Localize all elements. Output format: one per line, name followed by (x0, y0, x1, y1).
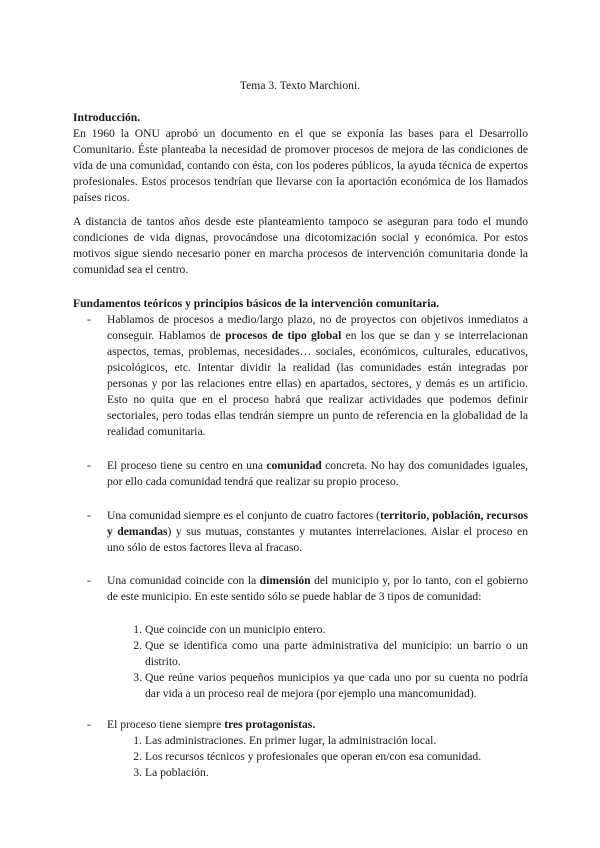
bullet-bold-term: territorio, población, recursos y demandas (107, 509, 528, 538)
intro-paragraph-2: A distancia de tantos años desde este planteamiento tampoco se aseguran para todo el mundo condiciones de vida dignas, provocándose una dicotomización social y económica. Por estos motivos sigue siendo necesario poner en marcha procesos de intervención comunitaria donde la comunidad sea el centro. (73, 215, 528, 276)
bullet-text: Una comunidad coincide con la (107, 574, 260, 587)
list-number: 3. (133, 671, 142, 684)
bullet-item-four-factors (107, 508, 528, 556)
bullet-bold-term: tres protagonistas. (224, 718, 316, 731)
bullet-marker: - (87, 574, 91, 587)
bullet-text: concreta. No hay dos comunidades iguales, por ello cada comunidad tendrá que realizar su propio proceso. (107, 459, 528, 488)
list-item: Que reúne varios pequeños municipios ya que cada uno por su cuenta no podría dar vida a un proceso real de mejora (por ejemplo una mancomunidad). (145, 671, 528, 700)
page-title: Tema 3. Texto Marchioni. (239, 79, 361, 92)
list-item: Que se identifica como una parte administrativa del municipio: un barrio o un distrito. (145, 639, 528, 668)
bullet-marker: - (87, 718, 91, 731)
bullet-text: ) y sus mutuas, constantes y mutantes interrelaciones. Aislar el proceso en uno sólo de estos factores lleva al fracaso. (107, 525, 528, 554)
bullet-text: en los que se dan y se interrelacionan aspectos, temas, problemas, necesidades… sociales, económicos, culturales, educativos, psicológicos, etc. Intentar dividir la realidad (las comunidades están integradas por personas y por las relaciones entre ellas) en apartados, sectores, y demás es un artificio. Esto no quita que en el proceso habrá que realizar actividades que podemos definir sectoriales, pero todas ellas tendrán siempre un punto de referencia en la globalidad de la realidad comunitaria. (107, 329, 528, 438)
list-item: La población. (145, 766, 209, 779)
bullet-item-community (107, 458, 528, 490)
list-item: Que coincide con un municipio entero. (145, 623, 326, 636)
bullet-item-global-processes (107, 312, 528, 440)
list-item: Las administraciones. En primer lugar, la administración local. (145, 734, 437, 747)
bullet-text: Una comunidad siempre es el conjunto de cuatro factores ( (107, 509, 381, 522)
intro-paragraph-1: En 1960 la ONU aprobó un documento en el que se exponía las bases para el Desarrollo Comunitario. Éste planteaba la necesidad de promover procesos de mejora de las condiciones de vida de una comunidad, contando con ésta, con los poderes públicos, la ayuda técnica de expertos profesionales. Estos procesos tendrían que llevarse con la aportación económica de los llamados países ricos. (73, 127, 528, 204)
bullet-text: El proceso tiene su centro en una (107, 459, 267, 472)
bullet-marker: - (87, 313, 91, 326)
list-number: 1. (133, 734, 142, 747)
list-number: 1. (133, 623, 142, 636)
bullet-text: Hablamos de procesos a medio/largo plazo, no de proyectos con objetivos inmediatos a conseguir. Hablamos de (107, 313, 528, 342)
intro-heading: Introducción. (73, 111, 141, 124)
bullet-marker: - (87, 509, 91, 522)
list-item: Los recursos técnicos y profesionales que operan en/con esa comunidad. (145, 750, 482, 763)
list-number: 3. (133, 766, 142, 779)
list-number: 2. (133, 639, 142, 652)
bullet-item-dimension (107, 573, 528, 605)
fundamentos-heading: Fundamentos teóricos y principios básicos de la intervención comunitaria. (73, 297, 440, 310)
bullet-bold-term: dimensión (259, 574, 311, 587)
bullet-marker: - (87, 459, 91, 472)
bullet-text: El proceso tiene siempre (107, 718, 225, 731)
bullet-bold-term: procesos de tipo global (225, 329, 342, 342)
bullet-text: del municipio y, por lo tanto, con el gobierno de este municipio. En este sentido sólo se puede hablar de 3 tipos de comunidad: (107, 574, 528, 603)
bullet-bold-term: comunidad (266, 459, 322, 472)
bullet-item-protagonists (107, 717, 528, 733)
list-number: 2. (133, 750, 142, 763)
